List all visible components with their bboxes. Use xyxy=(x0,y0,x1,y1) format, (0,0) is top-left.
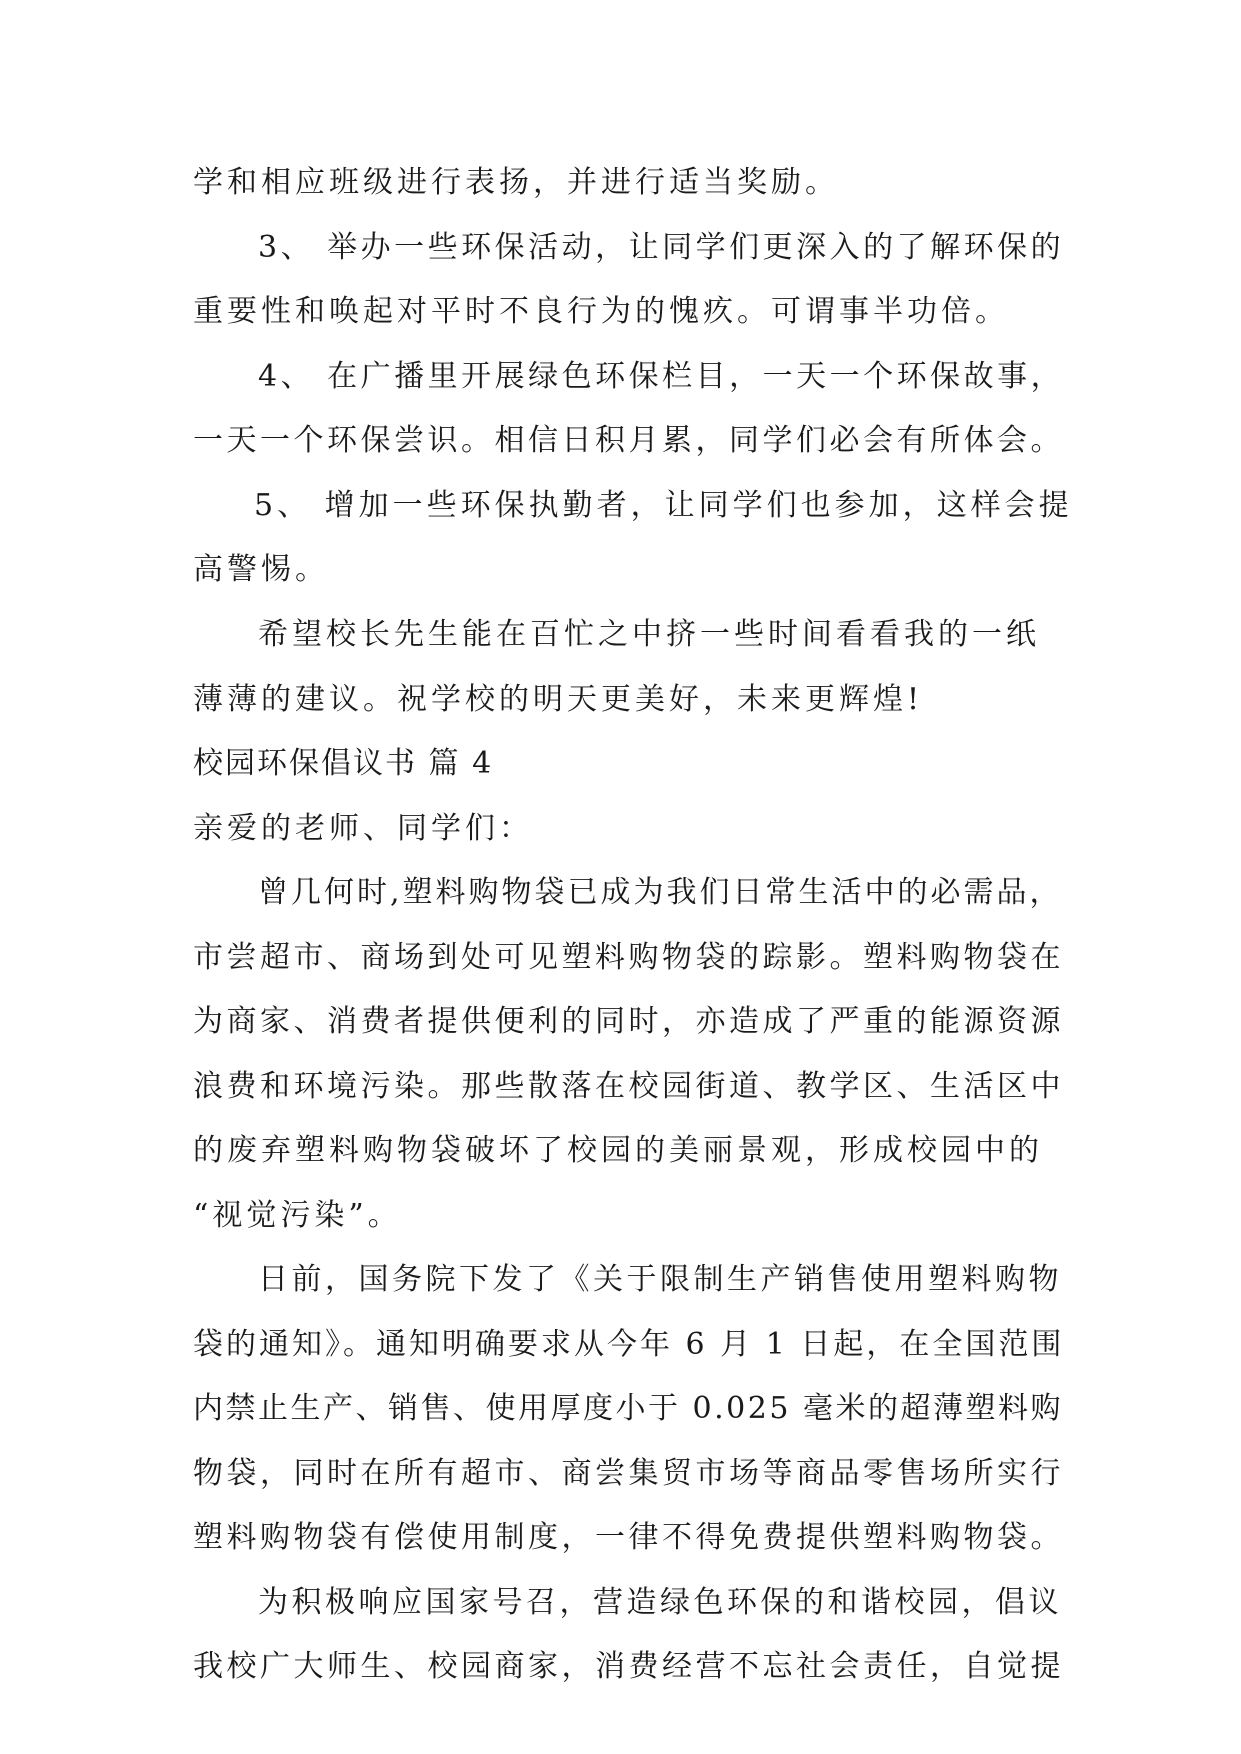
list-item-3: 3、 举办一些环保活动，让同学们更深入的了解环保的 xyxy=(258,230,1065,265)
text-line: 袋的通知》。通知明确要求从今年 6 月 1 日起，在全国范围 xyxy=(193,1327,1065,1362)
salutation: 亲爱的老师、同学们： xyxy=(193,811,533,846)
text-line: 重要性和唤起对平时不良行为的愧疚。可谓事半功倍。 xyxy=(193,294,1009,329)
list-item-4: 4、 在广播里开展绿色环保栏目，一天一个环保故事， xyxy=(258,359,1065,394)
paragraph-start: 曾几何时,塑料购物袋已成为我们日常生活中的必需品， xyxy=(258,875,1063,910)
text-line: 内禁止生产、销售、使用厚度小于 0.025 毫米的超薄塑料购 xyxy=(193,1391,1063,1426)
text-line: 学和相应班级进行表扬，并进行适当奖励。 xyxy=(193,165,839,200)
text-line: 一天一个环保尝识。相信日积月累，同学们必会有所体会。 xyxy=(193,423,1064,458)
text-line: 我校广大师生、校园商家，消费经营不忘社会责任，自觉提 xyxy=(193,1649,1064,1684)
text-line: 为商家、消费者提供便利的同时，亦造成了严重的能源资源 xyxy=(193,1004,1064,1039)
text-line: 高警惕。 xyxy=(193,552,329,587)
paragraph-start: 希望校长先生能在百忙之中挤一些时间看看我的一纸 xyxy=(258,617,1040,652)
paragraph-start: 为积极响应国家号召，营造绿色环保的和谐校园，倡议 xyxy=(258,1585,1062,1620)
text-line: 市尝超市、商场到处可见塑料购物袋的踪影。塑料购物袋在 xyxy=(193,940,1064,975)
section-heading: 校园环保倡议书 篇 4 xyxy=(193,746,494,781)
text-line: 薄薄的建议。祝学校的明天更美好，未来更辉煌! xyxy=(193,682,924,717)
text-line: 物袋，同时在所有超市、商尝集贸市场等商品零售场所实行 xyxy=(193,1456,1064,1491)
text-line: 浪费和环境污染。那些散落在校园街道、教学区、生活区中 xyxy=(193,1069,1064,1104)
text-line: 塑料购物袋有偿使用制度，一律不得免费提供塑料购物袋。 xyxy=(193,1520,1064,1555)
text-line: 的废弃塑料购物袋破坏了校园的美丽景观，形成校园中的 xyxy=(193,1133,1043,1168)
paragraph-start: 日前，国务院下发了《关于限制生产销售使用塑料购物 xyxy=(258,1262,1062,1297)
list-item-5: 5、 增加一些环保执勤者，让同学们也参加，这样会提 xyxy=(254,488,1073,523)
text-line: “视觉污染”。 xyxy=(193,1198,402,1233)
